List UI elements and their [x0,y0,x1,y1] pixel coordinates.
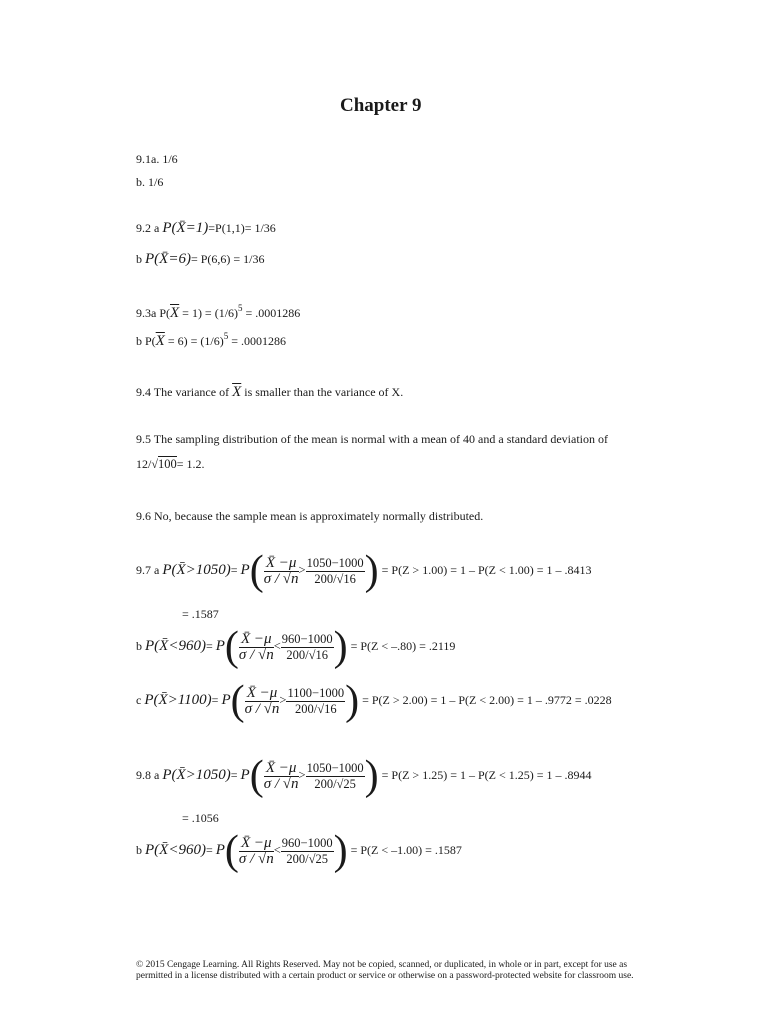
denominator: σ / √n [238,646,274,663]
sqrt-symbol: √ [151,457,158,471]
left-paren: ( [249,753,264,799]
numerator: X̄ −μ [245,686,280,702]
answer-9-8a-cont: = .1056 [182,811,219,825]
xbar-symbol: $\overline{X}$ [170,305,180,321]
denominator: σ / √n [263,570,299,587]
prob-lhs: P(X̄>1050) [162,766,231,783]
label: c [136,692,142,707]
operator: < [273,842,281,857]
answer-9-2b [136,251,264,268]
xbar-symbol: $\overline{X}$ [232,384,242,400]
numerator: X̄ −μ [264,556,299,572]
right-paren: ) [345,678,360,724]
suffix: = .0001286 [228,334,286,348]
equals: = [230,562,238,577]
copyright-footer: © 2015 Cengage Learning. All Rights Reserved. May not be copied, scanned, or duplicated, in whole or in part, except for use as permitted in a license distributed with a certain product or service or otherwise on a password-protected website for classroom use. [136,960,634,981]
numerator: 1100−1000 [287,685,345,700]
equals: = [205,842,213,857]
value-fraction [281,632,334,663]
left-paren: ( [224,828,239,874]
suffix: = .0001286 [242,306,301,320]
answer-9-1b: b. 1/6 [136,175,164,189]
den-sqrt: 25 [343,776,356,791]
prob-symbol: P [215,841,225,858]
answer-9-7a [136,550,592,592]
answer-9-4 [136,384,403,401]
standardize-fraction [245,686,280,717]
standardize-fraction [239,836,274,867]
denominator: 200/√16 [314,571,356,586]
equals: = [205,638,213,653]
denominator: 200/√16 [294,701,337,716]
prob-expression: P(X̄=1) [162,220,209,236]
denominator: 200/√25 [314,776,356,791]
answer-9-5-line2 [136,457,204,472]
den-sqrt: 16 [324,701,337,716]
den-sqrt: 16 [315,647,328,662]
answer-9-7a-cont: = .1587 [182,607,219,621]
exponent: 5 [223,331,229,341]
prob-lhs: P(X̄>1050) [162,561,231,578]
den-sqrt: 16 [343,571,356,586]
label: b [136,638,142,653]
prefix: 12/ [136,457,152,471]
sqrt-value: 100 [157,457,177,471]
equals: = [211,692,219,707]
mid: = 1) = (1/6) [179,306,239,320]
prob-lhs: P(X̄<960) [145,637,206,654]
denominator: 200/√25 [286,851,328,866]
numerator: 1050−1000 [306,555,364,570]
answer-9-5-line1: 9.5 The sampling distribution of the mean is normal with a mean of 40 and a standard deviation of [136,432,609,446]
prefix: b P( [136,334,156,348]
denominator: σ / √n [244,700,280,717]
standardize-fraction [264,761,299,792]
prob-lhs: P(X̄<960) [145,841,206,858]
operator: > [298,767,306,782]
answer-9-3a [136,305,300,322]
answer-9-2a [136,220,276,237]
numerator: X̄ −μ [239,632,274,648]
den-prefix: 200/ [286,647,309,662]
numerator: 1050−1000 [306,760,364,775]
right-paren: ) [333,828,348,874]
operator: > [279,692,287,707]
label: b [136,842,142,857]
result: = P(Z < –1.00) = .1587 [350,842,462,857]
label: 9.8 a [136,767,160,782]
result: = P(Z < –.80) = .2119 [350,638,456,653]
result: = P(Z > 1.25) = 1 – P(Z < 1.25) = 1 – .8944 [381,767,592,782]
result: = P(6,6) = 1/36 [190,252,265,266]
answer-9-8b [136,830,462,872]
numerator: X̄ −μ [264,761,299,777]
denominator: 200/√16 [286,647,328,662]
den-prefix: 200/ [314,571,337,586]
label: 9.7 a [136,562,160,577]
label: b [136,252,142,266]
exponent: 5 [238,303,243,313]
result: = P(Z > 2.00) = 1 – P(Z < 2.00) = 1 – .9772 = .0228 [362,692,612,707]
answer-9-6: 9.6 No, because the sample mean is approximately normally distributed. [136,509,484,523]
page-title: Chapter 9 [340,95,422,116]
answer-9-1a: 9.1a. 1/6 [136,152,178,166]
left-paren: ( [224,624,239,670]
den-prefix: 200/ [314,776,337,791]
xbar-symbol: $\overline{X}$ [155,333,165,349]
prob-expression: P(X̄=6) [145,251,191,267]
denominator: σ / √n [263,775,299,792]
prob-lhs: P(X̄>1100) [144,691,212,708]
answer-9-7b [136,626,455,668]
value-fraction [306,556,365,587]
value-fraction [286,686,345,717]
left-paren: ( [249,548,264,594]
denominator: σ / √n [238,850,274,867]
prob-symbol: P [221,691,231,708]
prob-symbol: P [215,637,225,654]
standardize-fraction [264,556,299,587]
numerator: 960−1000 [281,631,333,646]
operator: > [298,562,306,577]
value-fraction [306,761,365,792]
label: 9.2 a [136,221,160,235]
result: = P(Z > 1.00) = 1 – P(Z < 1.00) = 1 – .8413 [381,562,592,577]
numerator: X̄ −μ [239,836,274,852]
answer-9-7c [136,680,612,722]
result: =P(1,1)= 1/36 [208,221,276,235]
left-paren: ( [230,678,245,724]
den-prefix: 200/ [286,851,309,866]
mid: = 6) = (1/6) [164,334,224,348]
den-sqrt: 25 [315,851,328,866]
prob-symbol: P [240,561,250,578]
prefix: 9.3a P( [136,306,170,320]
numerator: 960−1000 [281,835,333,850]
answer-9-8a [136,755,592,797]
right-paren: ) [364,753,379,799]
suffix: is smaller than the variance of X. [241,385,404,399]
answer-9-3b [136,333,286,350]
value-fraction [281,836,334,867]
right-paren: ) [333,624,348,670]
prefix: 9.4 The variance of [136,385,233,399]
prob-symbol: P [240,766,250,783]
equals: = [230,767,238,782]
den-prefix: 200/ [294,701,318,716]
right-paren: ) [364,548,379,594]
suffix: = 1.2. [176,457,205,471]
standardize-fraction [239,632,274,663]
operator: < [273,638,281,653]
